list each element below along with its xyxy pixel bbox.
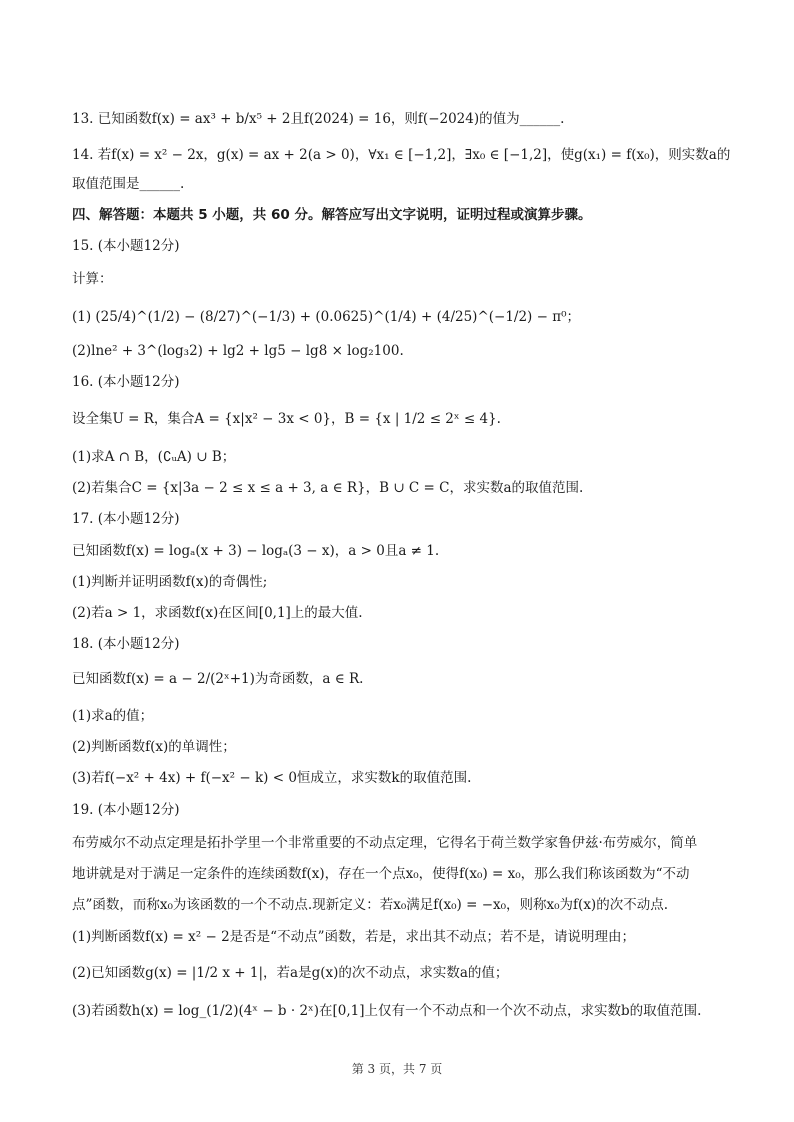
question-14-line-2: 取值范围是______.: [72, 176, 185, 192]
question-15-part-2: (2)lne² + 3^(log₃2) + lg2 + lg5 − lg8 × log₂100.: [72, 343, 404, 359]
question-18-part-3: (3)若f(−x² + 4x) + f(−x² − k) < 0恒成立，求实数k的取值范围.: [72, 770, 472, 786]
question-15-part-1: (1) (25/4)^(1/2) − (8/27)^(−1/3) + (0.0625)^(1/4) + (4/25)^(−1/2) − π⁰；: [72, 309, 581, 325]
question-18-header: 18. (本小题12分): [72, 636, 180, 652]
question-17-part-1: (1)判断并证明函数f(x)的奇偶性;: [72, 574, 268, 590]
question-17-header: 17. (本小题12分): [72, 511, 180, 527]
question-17-stem: 已知函数f(x) = logₐ(x + 3) − logₐ(3 − x)，a > 0且a ≠ 1.: [72, 543, 440, 559]
question-19-part-2: (2)已知函数g(x) = |1/2 x + 1|，若a是g(x)的次不动点，求实数a的值；: [72, 965, 509, 981]
question-16-part-2: (2)若集合C = {x|3a − 2 ≤ x ≤ a + 3, a ∈ R}，B ∪ C = C，求实数a的取值范围.: [72, 480, 584, 496]
question-17-part-2: (2)若a > 1，求函数f(x)在区间[0,1]上的最大值.: [72, 605, 363, 621]
question-18-part-2: (2)判断函数f(x)的单调性；: [72, 739, 236, 755]
question-19-part-1: (1)判断函数f(x) = x² − 2是否是“不动点”函数，若是，求出其不动点；若不是，请说明理由；: [72, 929, 635, 945]
question-19-header: 19. (本小题12分): [72, 802, 180, 818]
question-19-stem-line-1: 布劳威尔不动点定理是拓扑学里一个非常重要的不动点定理，它得名于荷兰数学家鲁伊兹·布劳威尔，简单: [72, 835, 698, 851]
question-15-header: 15. (本小题12分): [72, 238, 180, 254]
question-18-stem: 已知函数f(x) = a − 2/(2ˣ+1)为奇函数，a ∈ R.: [72, 671, 364, 687]
question-19-part-3: (3)若函数h(x) = log_(1/2)(4ˣ − b · 2ˣ)在[0,1]上仅有一个不动点和一个次不动点，求实数b的取值范围.: [72, 1003, 702, 1019]
question-13: 13. 已知函数f(x) = ax³ + b/x⁵ + 2且f(2024) = 16，则f(−2024)的值为______.: [72, 111, 565, 127]
question-15-intro: 计算：: [72, 271, 113, 287]
question-16-part-1: (1)求A ∩ B，(∁ᵤA) ∪ B；: [72, 449, 236, 465]
question-18-part-1: (1)求a的值；: [72, 708, 154, 724]
question-19-stem-line-2: 地讲就是对于满足一定条件的连续函数f(x)，存在一个点x₀，使得f(x₀) = x₀，那么我们称该函数为“不动: [72, 866, 690, 882]
question-16-header: 16. (本小题12分): [72, 374, 180, 390]
question-19-stem-line-3: 点”函数，而称x₀为该函数的一个不动点.现新定义：若x₀满足f(x₀) = −x₀，则称x₀为f(x)的次不动点.: [72, 897, 668, 913]
question-16-stem: 设全集U = R，集合A = {x|x² − 3x < 0}，B = {x | 1/2 ≤ 2ˣ ≤ 4}.: [72, 411, 501, 427]
question-14-line-1: 14. 若f(x) = x² − 2x，g(x) = ax + 2(a > 0)，∀x₁ ∈ [−1,2]，∃x₀ ∈ [−1,2]，使g(x₁) = f(x₀)，则实数a的: [72, 147, 731, 163]
section-heading: 四、解答题：本题共 5 小题，共 60 分。解答应写出文字说明，证明过程或演算步骤。: [72, 207, 592, 223]
page-footer: 第 3 页，共 7 页: [351, 1062, 443, 1076]
